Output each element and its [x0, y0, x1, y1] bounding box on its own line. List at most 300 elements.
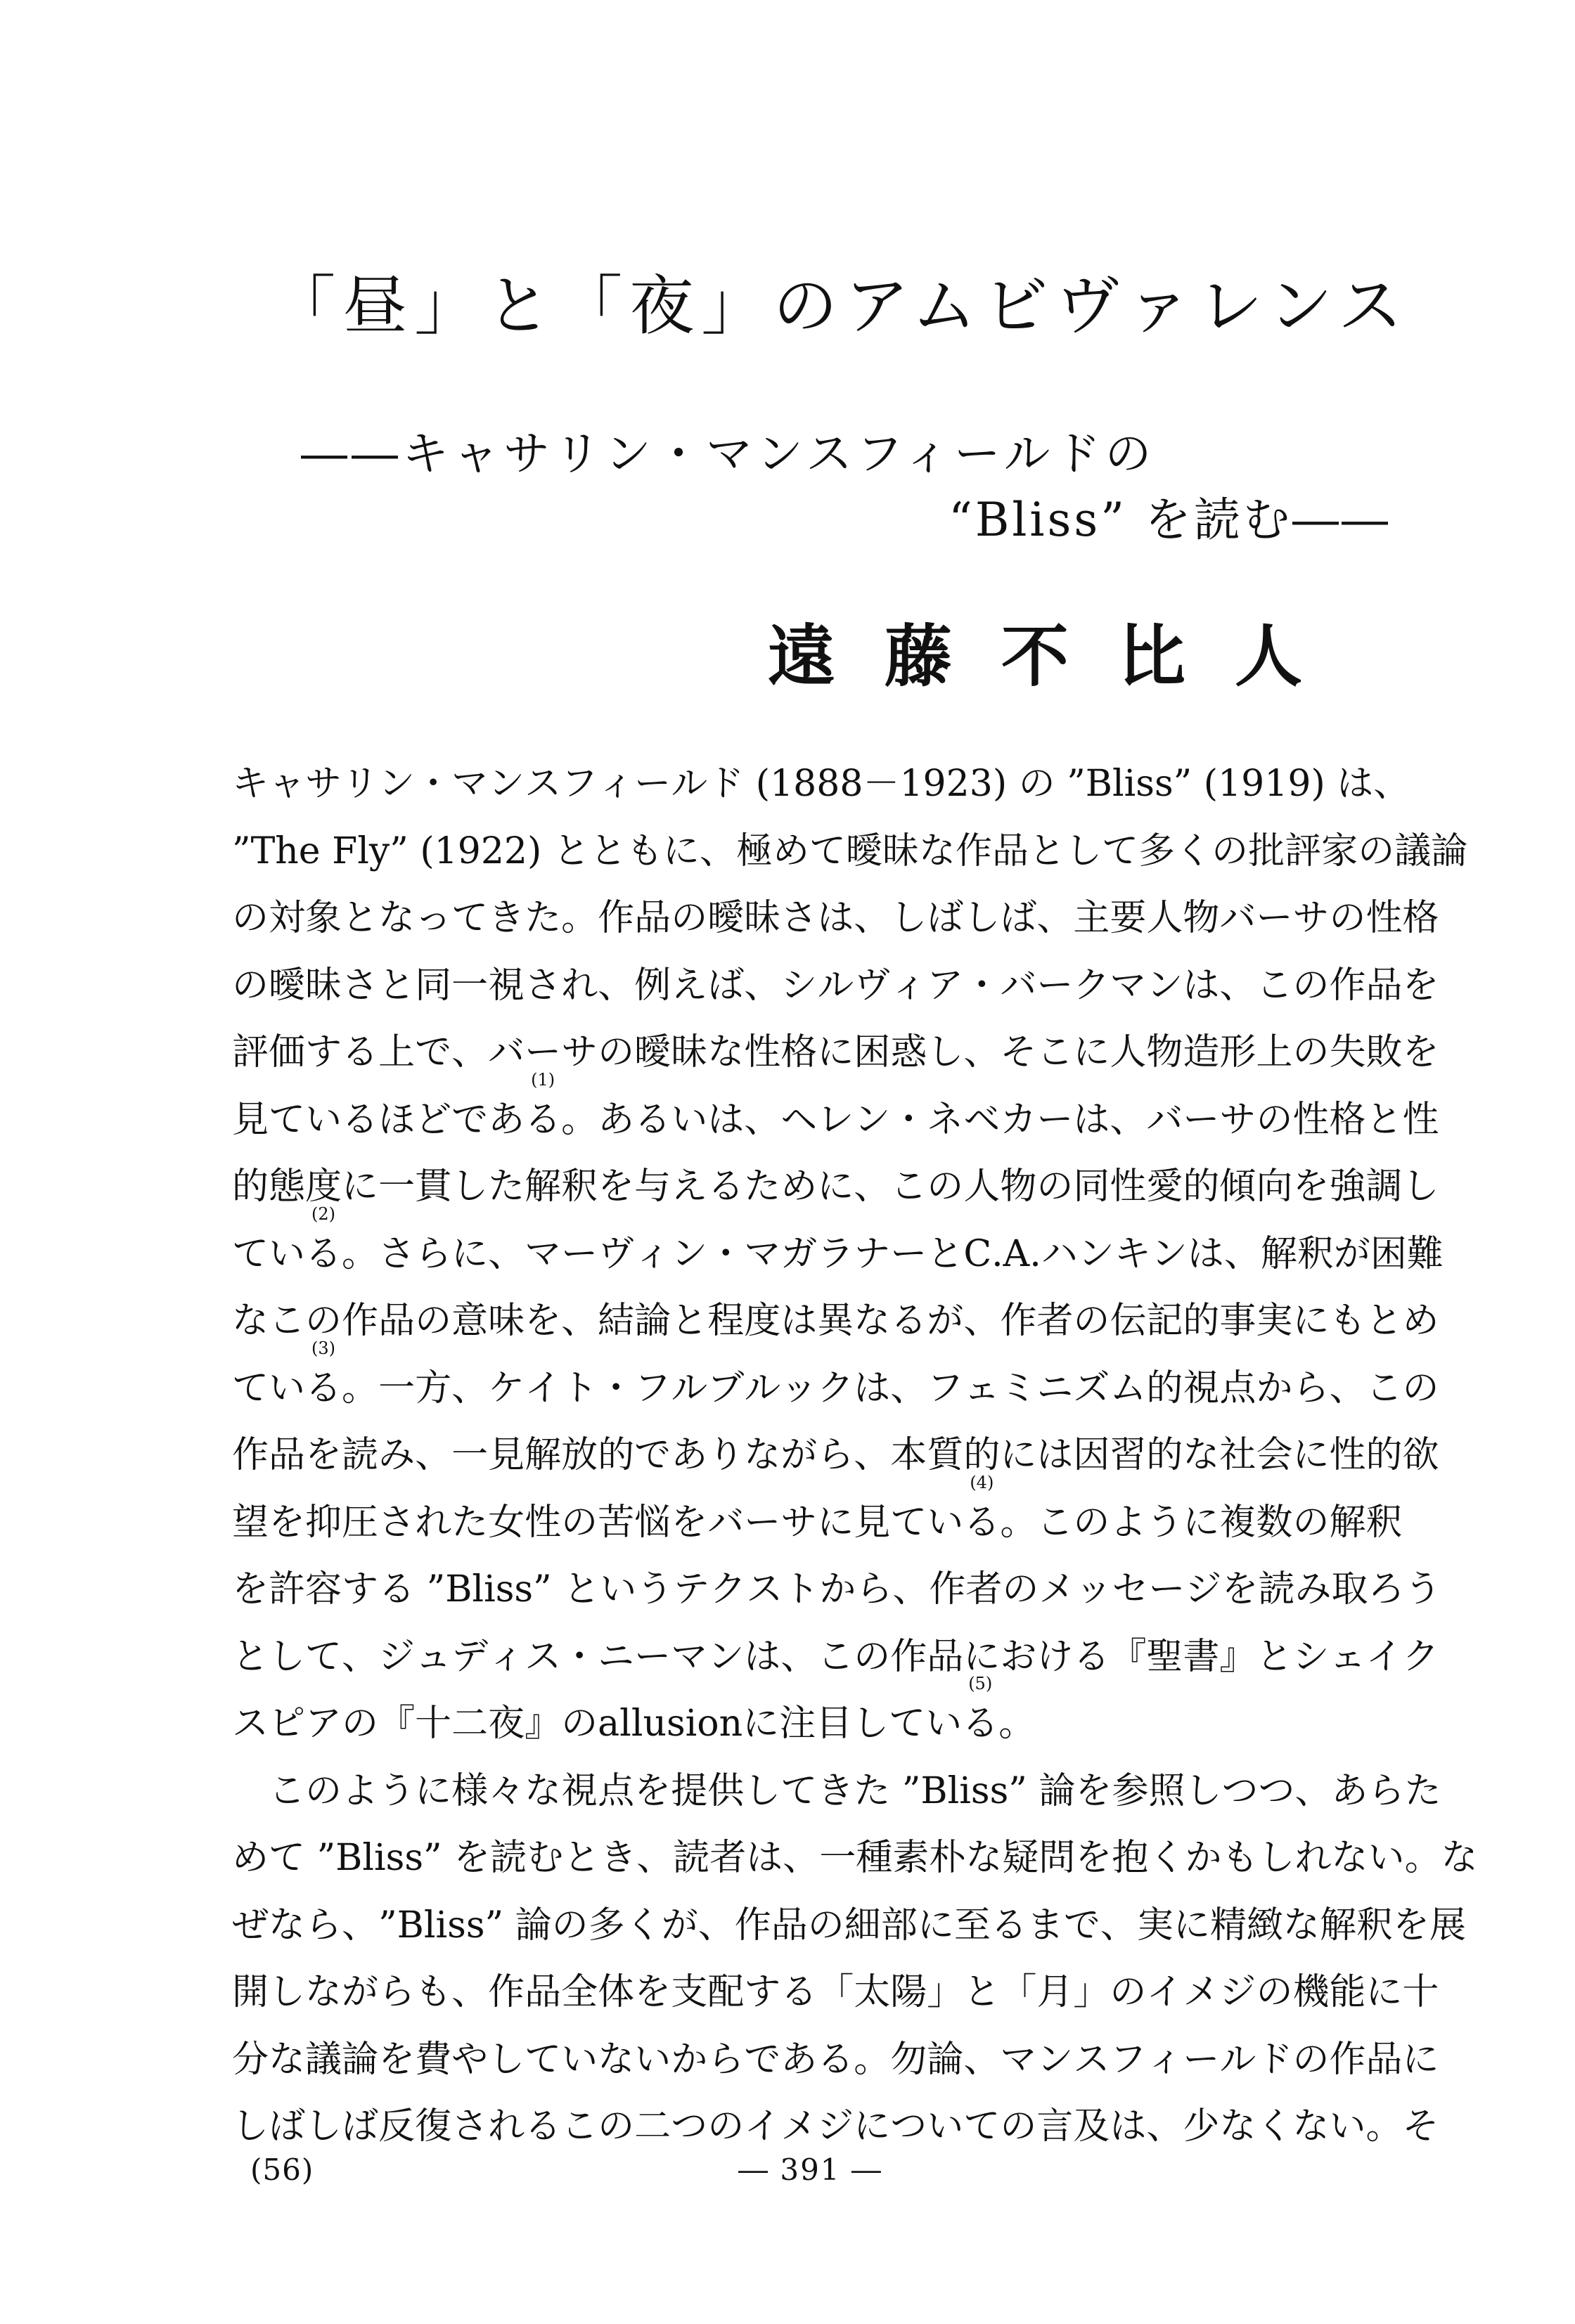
text-char: の	[1000, 2105, 1037, 2148]
text-char: 本	[890, 1434, 927, 1476]
text-char: を	[378, 2038, 416, 2081]
text-char: あ	[598, 1098, 635, 1141]
text-char: た	[451, 1501, 489, 1544]
text-char: 批	[1248, 829, 1285, 872]
text-char: シ	[1292, 1635, 1330, 1678]
text-char: 、	[415, 1434, 452, 1476]
text-char: で	[415, 1031, 452, 1073]
paragraph-2	[232, 1758, 1478, 2161]
text-char: し	[890, 897, 927, 939]
text-char: リ	[342, 763, 379, 805]
text-char: ら	[415, 1232, 452, 1275]
text-char: 品	[634, 897, 671, 939]
text-char: 論	[1039, 1769, 1076, 1812]
footnote-anchor: (5) る	[962, 1674, 999, 1745]
text-char: な	[269, 1904, 306, 1947]
text-char: ジ	[1219, 1971, 1256, 2013]
text-char: て	[1102, 829, 1139, 872]
text-char: 味	[488, 1300, 525, 1342]
text-char: イ	[744, 2105, 781, 2148]
text-char: 論	[342, 2038, 379, 2081]
text-char: 人	[1110, 1031, 1147, 1073]
text-char: ば	[927, 897, 964, 939]
text-char: 精	[1209, 1904, 1247, 1947]
text-char: 供	[707, 1769, 745, 1812]
text-char: め	[780, 1166, 818, 1208]
text-char: う	[1404, 1568, 1441, 1610]
text-char: 的	[1183, 1300, 1220, 1342]
text-char: が	[927, 1300, 964, 1342]
text-char: う	[378, 1769, 416, 1812]
text-char: き	[600, 1837, 637, 1879]
text-char: バ	[707, 1501, 745, 1544]
text-char: ェ	[963, 1367, 1001, 1409]
text-char: ジ	[378, 1635, 416, 1678]
text-char: 作	[1329, 964, 1366, 1007]
text-char	[890, 1758, 902, 1826]
text-char: s	[1154, 763, 1174, 805]
text-char: は	[1073, 1098, 1110, 1141]
text-char: 作	[890, 1635, 927, 1678]
text-char: き	[488, 897, 525, 939]
text-char: 記	[1146, 1300, 1183, 1342]
text-char: ン	[1036, 2038, 1074, 2081]
text-char: ”	[316, 1837, 336, 1879]
text-char: こ	[269, 1769, 306, 1812]
footnote-number: (5)	[968, 1674, 993, 1693]
text-char: ら	[378, 1971, 416, 2013]
text-char: ケ	[488, 1367, 525, 1409]
text-char: え	[671, 1166, 708, 1208]
text-char: ジ	[817, 2105, 854, 2148]
text-char: ヴ	[854, 964, 891, 1007]
text-char: ベ	[963, 1098, 1001, 1141]
text-char: 月	[1036, 1971, 1074, 2013]
text-char: マ	[744, 1232, 781, 1275]
text-char: ミ	[1000, 1367, 1037, 1409]
text-char: い	[305, 1098, 342, 1141]
text-char: で	[1063, 1904, 1100, 1947]
text-char: に	[1365, 1971, 1403, 2013]
text-char: な	[1331, 1837, 1368, 1879]
text-char: し	[451, 1166, 489, 1208]
text-char: の	[854, 1635, 891, 1678]
text-char	[552, 1556, 564, 1624]
text-char: 、	[598, 964, 635, 1007]
text-char: 昧	[305, 964, 342, 1007]
text-char: と	[563, 1568, 600, 1610]
footnote-anchor: (2) る	[305, 1203, 342, 1275]
text-char: 因	[1073, 1434, 1110, 1476]
text-char: ク	[709, 1568, 747, 1610]
text-char: 的	[598, 1434, 635, 1476]
text-char: な	[707, 1031, 745, 1073]
text-char: な	[965, 1837, 1003, 1879]
text-char: 解	[525, 1434, 562, 1476]
text-char: 多	[1138, 829, 1176, 872]
text-char: し	[488, 2038, 525, 2081]
text-char: の	[598, 1031, 635, 1073]
text-char: つ	[1258, 1769, 1295, 1812]
text-char: に	[1173, 1904, 1210, 1947]
text-char: ”	[1008, 1769, 1027, 1812]
text-char: ば	[707, 964, 745, 1007]
text-char: キ	[232, 763, 269, 805]
text-char: 、	[488, 1232, 525, 1275]
text-char: 結	[598, 1300, 635, 1342]
text-char: に	[963, 1635, 1001, 1678]
text-char: の	[1292, 964, 1330, 1007]
text-char: で	[451, 1098, 489, 1141]
text-char: り	[707, 1434, 745, 1476]
text-char: も	[1329, 1300, 1366, 1342]
text-char: 『	[1110, 1635, 1147, 1678]
text-char: マ	[1110, 964, 1147, 1007]
text-char: 復	[415, 2105, 452, 2148]
text-char: サ	[780, 1501, 818, 1544]
text-char: e	[298, 829, 321, 872]
text-char: が	[780, 1434, 818, 1476]
text-char: 「	[817, 1971, 854, 2013]
text-char: な	[1441, 1837, 1478, 1879]
text-char: が	[661, 1904, 698, 1947]
text-char: い	[269, 1232, 306, 1275]
text-char: を	[671, 1501, 708, 1544]
text-char: 、	[698, 1904, 735, 1947]
footnote-anchor: (3) る	[305, 1338, 342, 1409]
text-char: な	[232, 1300, 269, 1342]
text-char: は	[1183, 964, 1220, 1007]
text-char: の	[671, 897, 708, 939]
text-char: 人	[963, 1166, 1001, 1208]
text-char	[1192, 751, 1204, 818]
text-char: で	[634, 1434, 671, 1476]
text-char: 、	[854, 1434, 891, 1476]
text-char: 至	[953, 1904, 991, 1947]
text-char: 性	[1292, 1098, 1330, 1141]
text-char	[321, 818, 333, 886]
text-char: ”	[533, 1568, 552, 1610]
text-char: の	[707, 2105, 745, 2148]
text-char: 十	[1402, 1971, 1439, 2013]
text-char: か	[819, 1568, 856, 1610]
text-char: 品	[1365, 964, 1403, 1007]
text-char: し	[232, 2105, 269, 2148]
text-char: く	[624, 1904, 662, 1947]
text-char: 読	[342, 1434, 379, 1476]
text-char: マ	[451, 763, 489, 805]
text-char: u	[643, 1703, 667, 1745]
text-char: ー	[1183, 1098, 1220, 1141]
text-char: 、	[1294, 1769, 1332, 1812]
text-char: バ	[1146, 1098, 1183, 1141]
text-char: 、	[963, 1300, 1001, 1342]
text-char: 事	[1219, 1300, 1256, 1342]
text-char: ク	[817, 1367, 854, 1409]
text-char: と	[378, 964, 416, 1007]
text-char: フ	[1110, 2038, 1147, 2081]
text-char: さ	[451, 2105, 489, 2148]
text-char: 書	[1183, 1635, 1220, 1678]
text-char: 種	[856, 1837, 893, 1879]
text-char: .	[1029, 1232, 1041, 1275]
text-char: は	[1110, 2105, 1147, 2148]
text-char: i	[374, 1837, 386, 1879]
text-line	[232, 1959, 1439, 2027]
text-char: こ	[1256, 964, 1293, 1007]
text-char: も	[1221, 1837, 1259, 1879]
text-char: 反	[378, 2105, 416, 2148]
text-char: 性	[525, 1501, 562, 1544]
text-char: ら	[817, 1434, 854, 1476]
text-char: る	[1073, 1635, 1110, 1678]
text-char: る	[525, 2105, 562, 2148]
text-char	[1055, 751, 1067, 818]
text-char: に	[1073, 1031, 1110, 1073]
text-char: を	[1292, 1166, 1330, 1208]
text-char: ニ	[1036, 1367, 1074, 1409]
text-char: ィ	[890, 964, 927, 1007]
text-char: 。	[342, 1367, 379, 1409]
text-char: 、	[854, 1166, 891, 1208]
text-char: 物	[1183, 897, 1220, 939]
text-char: 困	[1370, 1232, 1407, 1275]
text-char: の	[305, 1300, 342, 1342]
text-char: 費	[415, 2038, 452, 2081]
text-char: け	[1036, 1635, 1074, 1678]
text-char: な	[919, 829, 956, 872]
text-char: 伝	[1110, 1300, 1147, 1342]
text-char: ー	[1036, 1098, 1074, 1141]
text-char: 、	[1100, 1904, 1137, 1947]
text-char: 解	[525, 1166, 562, 1208]
text-char: 注	[779, 1703, 816, 1745]
text-char: ろ	[1368, 1568, 1405, 1610]
text-char: ニ	[598, 1635, 635, 1678]
text-char: 問	[1039, 1837, 1076, 1879]
text-char: に	[817, 1501, 854, 1544]
text-char: )	[527, 829, 542, 872]
text-char: ア	[305, 1703, 342, 1745]
text-char: こ	[890, 1166, 927, 1208]
text-char: 配	[707, 1971, 745, 2013]
text-char: に	[917, 1904, 954, 1947]
text-char: 「	[1000, 1971, 1037, 2013]
text-char: 視	[561, 1769, 598, 1812]
text-char: ィ	[634, 1232, 671, 1275]
text-char: 品	[1365, 2038, 1403, 2081]
text-char: こ	[817, 1635, 854, 1678]
text-char: 十	[415, 1703, 452, 1745]
text-char: 作	[598, 897, 635, 939]
text-line	[232, 1154, 1439, 1224]
text-char: ャ	[269, 763, 306, 805]
text-char: 。	[342, 1232, 379, 1275]
text-char: 数	[1256, 1501, 1293, 1544]
text-char: 8	[816, 763, 840, 805]
text-char: さ	[378, 1232, 416, 1275]
text-char: し	[1185, 1769, 1222, 1812]
text-char	[744, 751, 756, 818]
text-char: は	[854, 1367, 891, 1409]
text-char: 評	[232, 1031, 269, 1073]
text-char: ィ	[598, 763, 635, 805]
text-char: 作	[1000, 1300, 1037, 1342]
text-char: l	[619, 1703, 631, 1745]
text-char: ル	[671, 1367, 708, 1409]
text-line	[232, 1338, 1439, 1423]
text-char: こ	[1365, 1367, 1403, 1409]
text-char: 品	[927, 1635, 964, 1678]
text-char: 的	[1365, 1434, 1403, 1476]
text-char: 9	[1241, 763, 1265, 805]
text-char	[1027, 1758, 1039, 1826]
text-char: 読	[1258, 1568, 1295, 1610]
text-char: て	[780, 1769, 818, 1812]
text-char: イ	[1365, 1635, 1403, 1678]
text-char: さ	[780, 897, 818, 939]
text-char: ー	[1183, 2038, 1220, 2081]
text-char: サ	[1292, 897, 1330, 939]
text-char: 読	[673, 1837, 710, 1879]
text-char: 品	[525, 1971, 562, 2013]
text-char: マ	[1000, 2038, 1037, 2081]
text-char: 実	[1256, 1300, 1293, 1342]
text-char: 一	[378, 1367, 416, 1409]
text-char: 向	[1256, 1166, 1293, 1208]
text-char: に	[854, 2105, 891, 2148]
text-char: 開	[232, 1971, 269, 2013]
text-char: が	[1333, 1232, 1370, 1275]
text-char: を	[454, 1837, 491, 1879]
text-char: の	[415, 1300, 452, 1342]
text-char: フ	[561, 763, 598, 805]
text-char: ル	[744, 1367, 781, 1409]
text-char: i	[959, 1769, 971, 1812]
text-char: し	[744, 1769, 781, 1812]
text-char: ズ	[1073, 1367, 1110, 1409]
text-char: s	[666, 1703, 686, 1745]
text-char: ・	[707, 1232, 745, 1275]
text-char: 体	[598, 1971, 635, 2013]
text-char: 視	[1183, 1367, 1220, 1409]
text-char: ”	[484, 1904, 504, 1947]
text-char: る	[780, 1971, 818, 2013]
text-char: i	[484, 1568, 496, 1610]
text-char: そ	[1000, 1031, 1037, 1073]
text-char: の	[1256, 1971, 1293, 2013]
text-char: i	[685, 1703, 698, 1745]
text-char: マ	[525, 1232, 562, 1275]
text-char: 性	[1365, 897, 1403, 939]
text-char: に	[817, 1166, 854, 1208]
text-char: て	[305, 1635, 342, 1678]
text-char: は	[746, 1837, 783, 1879]
text-char: 家	[1321, 829, 1358, 872]
text-char: の	[1211, 829, 1249, 872]
text-char: A	[1003, 1232, 1030, 1275]
text-char: の	[927, 1166, 964, 1208]
text-char: め	[1402, 1300, 1439, 1342]
text-char: ラ	[817, 1232, 854, 1275]
text-char: l	[362, 1837, 375, 1879]
text-char: に	[1000, 1434, 1037, 1476]
text-char: ・	[598, 1367, 635, 1409]
text-char	[442, 1825, 454, 1892]
text-char: の	[1110, 1971, 1147, 2013]
text-line	[232, 1624, 1439, 1691]
text-char: を	[1402, 964, 1439, 1007]
text-line	[232, 1674, 1399, 1758]
text-char: 一	[451, 1434, 489, 1476]
text-char: に	[1402, 2038, 1439, 2081]
text-char: 全	[561, 1971, 598, 2013]
text-char: 、	[1223, 1232, 1261, 1275]
text-char: 9	[457, 829, 481, 872]
text-char: 与	[634, 1166, 671, 1208]
text-char: す	[342, 1568, 379, 1610]
text-char: 調	[1365, 1166, 1403, 1208]
text-char: 性	[744, 1031, 781, 1073]
text-char: ら	[707, 2038, 745, 2081]
footnote-anchor: (4) る	[963, 1472, 1001, 1544]
text-char: バ	[1219, 897, 1256, 939]
text-char: 』	[1219, 1635, 1256, 1678]
text-char: 、	[342, 1635, 379, 1678]
text-char: 同	[1073, 1166, 1110, 1208]
text-char: 的	[963, 1434, 1001, 1476]
text-char: 一	[451, 964, 489, 1007]
text-char: 抑	[305, 1501, 342, 1544]
text-char: し	[927, 1031, 964, 1073]
text-char: ェ	[1329, 1635, 1366, 1678]
text-char: )	[992, 763, 1008, 805]
text-char: 。	[1365, 2105, 1403, 2148]
text-char: ”	[423, 1837, 442, 1879]
text-char: 読	[490, 1837, 527, 1879]
text-char: T	[250, 829, 276, 872]
text-char: な	[1292, 2105, 1330, 2148]
text-char: な	[598, 2038, 635, 2081]
text-char: 。	[998, 1703, 1036, 1745]
text-char: l	[357, 829, 369, 872]
text-char: ス	[1073, 2038, 1110, 2081]
text-char: 1	[770, 763, 794, 805]
article-title: 「昼」と「夜」のアムビヴァレンス	[271, 269, 1410, 344]
text-char: か	[671, 2038, 708, 2081]
text-char: 評	[1285, 829, 1322, 872]
text-char: ル	[817, 964, 854, 1007]
text-char: 、	[1329, 1367, 1366, 1409]
text-char: レ	[817, 1098, 854, 1141]
text-char: 圧	[342, 1501, 379, 1544]
text-char: 同	[415, 964, 452, 1007]
text-char: 、	[451, 1031, 489, 1073]
text-char: 」	[1073, 1971, 1110, 2013]
text-char: 品	[269, 1434, 306, 1476]
text-char: も	[415, 1971, 452, 2013]
text-char: 機	[1292, 1971, 1330, 2013]
text-char: 参	[1112, 1769, 1149, 1812]
text-char: ら	[856, 1568, 893, 1610]
text-char: ど	[415, 1098, 452, 1141]
text-char: て	[525, 2038, 562, 2081]
text-char: あ	[780, 2038, 818, 2081]
text-char: 欲	[1402, 1434, 1439, 1476]
text-char: 作	[734, 1904, 771, 1947]
text-char: れ	[415, 1501, 452, 1544]
text-char: さ	[525, 964, 562, 1007]
